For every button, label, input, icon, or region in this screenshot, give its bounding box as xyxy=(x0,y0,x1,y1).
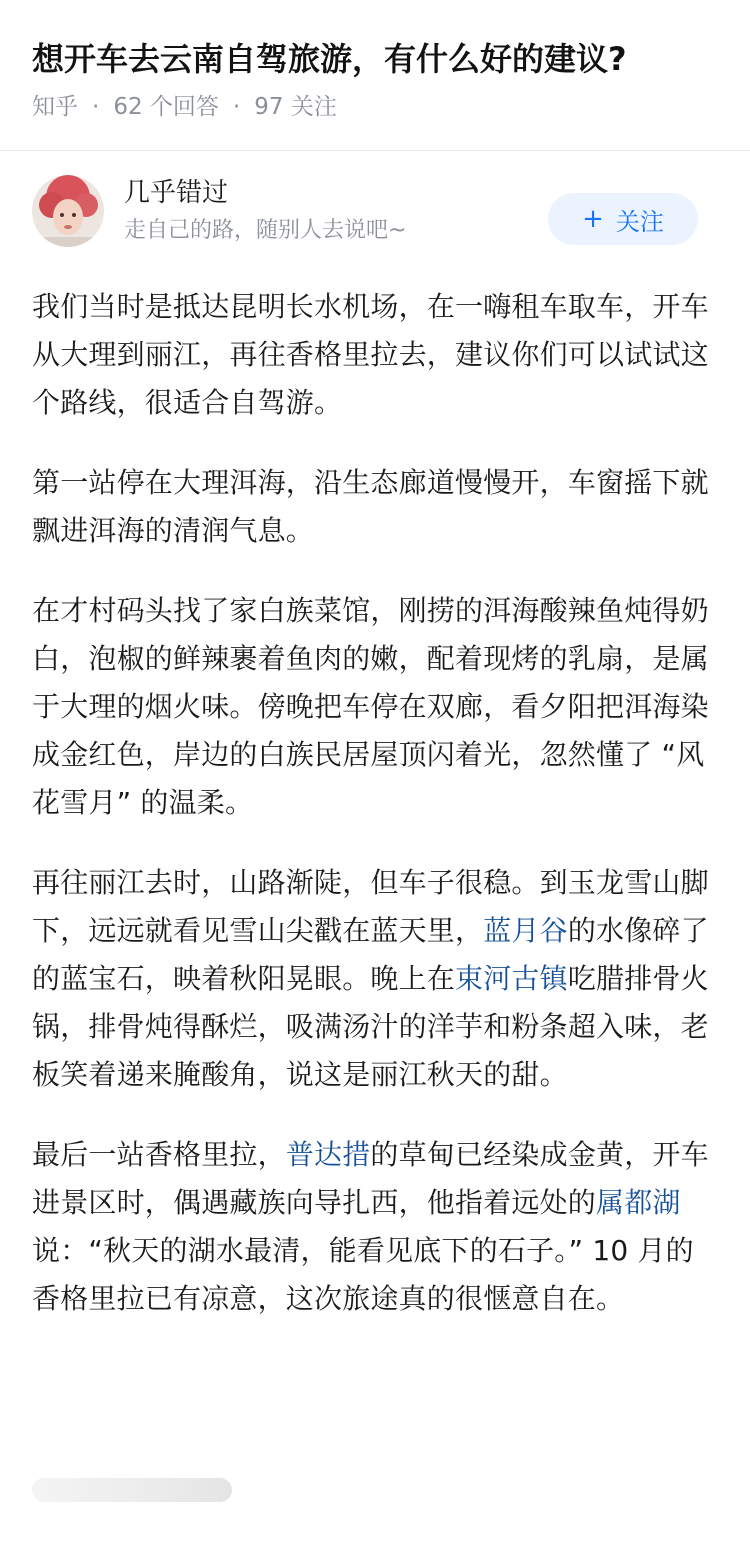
question-title[interactable]: 想开车去云南自驾旅游，有什么好的建议? xyxy=(32,40,627,78)
author-info xyxy=(124,175,406,247)
avatar[interactable] xyxy=(32,175,104,247)
site-name[interactable]: 知乎 xyxy=(32,94,78,120)
followers-count[interactable] xyxy=(254,90,337,124)
paragraph-text: 的草甸已经染成金黄，开车进景区时，偶遇藏族向导扎西，他指着远处的 xyxy=(32,1138,709,1219)
answer-paragraph xyxy=(32,859,710,1099)
paragraph-text: 的水像碎了的蓝宝石，映着秋阳晃眼。晚上在 xyxy=(32,914,709,995)
separator-dot: · xyxy=(92,94,100,120)
answers-count-label: 个回答 xyxy=(149,94,219,120)
paragraph-text: 最后一站香格里拉， xyxy=(32,1138,286,1171)
answers-count-number: 62 xyxy=(113,94,143,120)
link-pudacuo[interactable]: 普达措 xyxy=(285,1138,371,1171)
paragraph-text: 说：“秋天的湖水最清，能看见底下的石子。” 10 月的香格里拉已有凉意，这次旅途真的很惬意自在。 xyxy=(32,1234,694,1315)
answer-paragraph: 在才村码头找了家白族菜馆，刚捞的洱海酸辣鱼炖得奶白，泡椒的鲜辣裹着鱼肉的嫩，配着现烤的乳扇，是属于大理的烟火味。傍晚把车停在双廊，看夕阳把洱海染成金红色，岸边的白族民居屋顶闪着光，忽然懂了 “风花雪月” 的温柔。 xyxy=(32,594,709,819)
followers-count-label: 关注 xyxy=(290,94,337,120)
paragraph-text: 吃腊排骨火锅，排骨炖得酥烂，吸满汤汁的洋芋和粉条超入味，老板笑着递来腌酸角，说这是丽江秋天的甜。 xyxy=(32,962,709,1091)
faded-footer-placeholder xyxy=(32,1478,232,1502)
question-header xyxy=(0,0,750,120)
answer-paragraph: 第一站停在大理洱海，沿生态廊道慢慢开，车窗摇下就飘进洱海的清润气息。 xyxy=(32,466,709,547)
author-card xyxy=(0,151,750,271)
followers-count-number: 97 xyxy=(254,94,284,120)
answer-paragraph xyxy=(32,1131,710,1323)
question-meta xyxy=(32,90,718,124)
answers-count[interactable] xyxy=(113,90,219,124)
link-shuhe-old-town[interactable]: 束河古镇 xyxy=(455,962,568,995)
author-bio: 走自己的路，随别人去说吧~ xyxy=(124,218,407,243)
answer-content xyxy=(0,283,750,1323)
plus-icon: + xyxy=(582,204,604,234)
paragraph-text: 再往丽江去时，山路渐陡，但车子很稳。到玉龙雪山脚下，远远就看见雪山尖戳在蓝天里， xyxy=(32,866,709,947)
separator-dot: · xyxy=(232,94,241,120)
link-lanyuegu[interactable]: 蓝月谷 xyxy=(483,914,568,947)
follow-button-label: 关注 xyxy=(615,207,664,236)
link-shudu-lake[interactable]: 属都湖 xyxy=(596,1186,681,1219)
answer-paragraph: 我们当时是抵达昆明长水机场，在一嗨租车取车，开车从大理到丽江，再往香格里拉去，建议你们可以试试这个路线，很适合自驾游。 xyxy=(32,290,709,419)
author-name[interactable]: 几乎错过 xyxy=(124,178,229,208)
follow-button[interactable] xyxy=(548,193,698,245)
avatar-image xyxy=(32,175,104,247)
